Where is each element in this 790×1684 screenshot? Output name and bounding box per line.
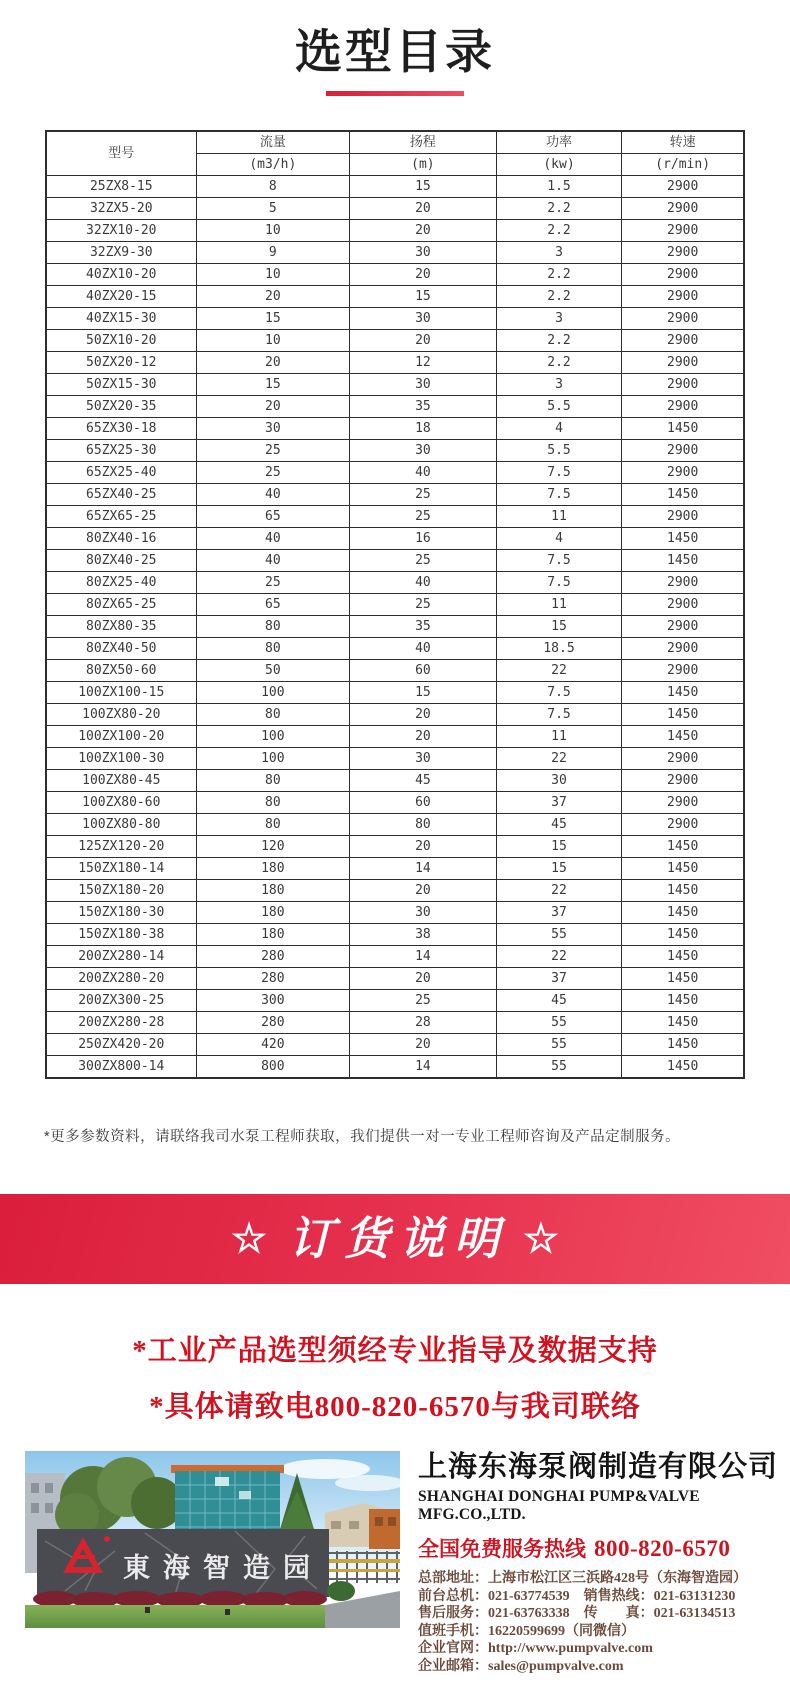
table-cell: 60 bbox=[350, 659, 497, 681]
table-cell: 180 bbox=[196, 923, 350, 945]
col-header-speed: 转速 bbox=[622, 131, 744, 154]
title-underline bbox=[326, 91, 464, 96]
table-cell: 1450 bbox=[622, 901, 744, 923]
table-cell: 2900 bbox=[622, 307, 744, 329]
table-cell: 15 bbox=[350, 175, 497, 197]
table-cell: 55 bbox=[496, 1055, 622, 1078]
table-cell: 2900 bbox=[622, 747, 744, 769]
table-cell: 1450 bbox=[622, 857, 744, 879]
table-cell: 15 bbox=[350, 285, 497, 307]
table-cell: 40 bbox=[196, 549, 350, 571]
table-cell: 2900 bbox=[622, 571, 744, 593]
table-cell: 4 bbox=[496, 527, 622, 549]
table-row bbox=[46, 615, 744, 637]
table-row bbox=[46, 813, 744, 835]
table-cell: 20 bbox=[350, 725, 497, 747]
company-photo bbox=[25, 1451, 400, 1628]
table-cell: 25 bbox=[196, 439, 350, 461]
table-cell: 100 bbox=[196, 725, 350, 747]
table-cell: 2900 bbox=[622, 615, 744, 637]
table-cell: 100 bbox=[196, 747, 350, 769]
slogan-line-2: *具体请致电800-820-6570与我司联络 bbox=[149, 1390, 641, 1423]
table-cell: 150ZX180-38 bbox=[46, 923, 196, 945]
table-row bbox=[46, 857, 744, 879]
table-cell: 1450 bbox=[622, 549, 744, 571]
table-cell: 3 bbox=[496, 373, 622, 395]
table-row bbox=[46, 703, 744, 725]
table-cell: 15 bbox=[196, 373, 350, 395]
table-body bbox=[46, 175, 744, 1078]
company-info bbox=[418, 1451, 780, 1675]
table-cell: 40ZX10-20 bbox=[46, 263, 196, 285]
table-cell: 65ZX40-25 bbox=[46, 483, 196, 505]
table-cell: 80 bbox=[196, 813, 350, 835]
star-left-icon: ☆ bbox=[231, 1216, 267, 1261]
table-cell: 100ZX100-20 bbox=[46, 725, 196, 747]
table-cell: 65ZX25-40 bbox=[46, 461, 196, 483]
selection-table bbox=[45, 130, 745, 1079]
table-cell: 2.2 bbox=[496, 351, 622, 373]
table-row bbox=[46, 329, 744, 351]
table-cell: 2.2 bbox=[496, 285, 622, 307]
table-cell: 2900 bbox=[622, 813, 744, 835]
table-cell: 25 bbox=[350, 549, 497, 571]
table-cell: 15 bbox=[496, 615, 622, 637]
table-cell: 280 bbox=[196, 945, 350, 967]
table-cell: 20 bbox=[350, 703, 497, 725]
table-cell: 2.2 bbox=[496, 219, 622, 241]
table-cell: 80 bbox=[196, 769, 350, 791]
table-cell: 2.2 bbox=[496, 329, 622, 351]
table-cell: 1450 bbox=[622, 703, 744, 725]
table-cell: 25 bbox=[350, 505, 497, 527]
table-cell: 11 bbox=[496, 593, 622, 615]
table-cell: 200ZX300-25 bbox=[46, 989, 196, 1011]
col-unit-flow: (m3/h) bbox=[196, 153, 350, 175]
table-cell: 45 bbox=[496, 813, 622, 835]
table-cell: 2900 bbox=[622, 197, 744, 219]
table-cell: 2900 bbox=[622, 285, 744, 307]
slogan-line-1: *工业产品选型须经专业指导及数据支持 bbox=[132, 1334, 658, 1367]
table-cell: 15 bbox=[350, 681, 497, 703]
table-cell: 25 bbox=[196, 571, 350, 593]
table-cell: 7.5 bbox=[496, 549, 622, 571]
table-cell: 3 bbox=[496, 307, 622, 329]
table-cell: 2900 bbox=[622, 505, 744, 527]
table-cell: 2900 bbox=[622, 373, 744, 395]
table-cell: 30 bbox=[350, 373, 497, 395]
table-cell: 2900 bbox=[622, 769, 744, 791]
contact-line-website: 企业官网：http://www.pumpvalve.com bbox=[418, 1641, 653, 1657]
table-cell: 1450 bbox=[622, 417, 744, 439]
table-cell: 45 bbox=[350, 769, 497, 791]
table-cell: 100ZX80-45 bbox=[46, 769, 196, 791]
table-cell: 2900 bbox=[622, 637, 744, 659]
table-row bbox=[46, 461, 744, 483]
table-cell: 20 bbox=[350, 879, 497, 901]
col-unit-head: (m) bbox=[350, 153, 497, 175]
table-row bbox=[46, 725, 744, 747]
table-cell: 65 bbox=[196, 593, 350, 615]
table-row bbox=[46, 439, 744, 461]
table-cell: 30 bbox=[350, 901, 497, 923]
table-row bbox=[46, 219, 744, 241]
table-cell: 5.5 bbox=[496, 395, 622, 417]
table-row bbox=[46, 571, 744, 593]
table-row bbox=[46, 769, 744, 791]
table-cell: 200ZX280-14 bbox=[46, 945, 196, 967]
table-row bbox=[46, 1011, 744, 1033]
table-cell: 80 bbox=[196, 791, 350, 813]
table-row bbox=[46, 593, 744, 615]
table-cell: 7.5 bbox=[496, 461, 622, 483]
table-row bbox=[46, 1055, 744, 1078]
col-header-power: 功率 bbox=[496, 131, 622, 154]
table-cell: 9 bbox=[196, 241, 350, 263]
table-cell: 55 bbox=[496, 923, 622, 945]
table-cell: 15 bbox=[496, 857, 622, 879]
table-cell: 2.2 bbox=[496, 197, 622, 219]
table-cell: 150ZX180-14 bbox=[46, 857, 196, 879]
table-cell: 1450 bbox=[622, 989, 744, 1011]
table-cell: 1450 bbox=[622, 1011, 744, 1033]
table-cell: 100ZX80-20 bbox=[46, 703, 196, 725]
table-cell: 1.5 bbox=[496, 175, 622, 197]
table-row bbox=[46, 747, 744, 769]
table-cell: 3 bbox=[496, 241, 622, 263]
table-cell: 200ZX280-28 bbox=[46, 1011, 196, 1033]
col-header-flow: 流量 bbox=[196, 131, 350, 154]
service-hotline bbox=[418, 1533, 780, 1563]
table-cell: 25 bbox=[350, 989, 497, 1011]
table-cell: 5.5 bbox=[496, 439, 622, 461]
table-row bbox=[46, 285, 744, 307]
table-cell: 14 bbox=[350, 945, 497, 967]
table-cell: 38 bbox=[350, 923, 497, 945]
table-cell: 50ZX10-20 bbox=[46, 329, 196, 351]
table-cell: 40ZX20-15 bbox=[46, 285, 196, 307]
table-cell: 1450 bbox=[622, 725, 744, 747]
table-cell: 1450 bbox=[622, 1033, 744, 1055]
table-cell: 40 bbox=[196, 527, 350, 549]
table-cell: 8 bbox=[196, 175, 350, 197]
table-cell: 20 bbox=[350, 1033, 497, 1055]
table-cell: 2900 bbox=[622, 461, 744, 483]
table-cell: 2900 bbox=[622, 329, 744, 351]
table-cell: 1450 bbox=[622, 527, 744, 549]
company-name-en: SHANGHAI DONGHAI PUMP&VALVE MFG.CO.,LTD. bbox=[418, 1488, 700, 1524]
table-cell: 65ZX25-30 bbox=[46, 439, 196, 461]
table-cell: 11 bbox=[496, 725, 622, 747]
table-row bbox=[46, 637, 744, 659]
table-cell: 1450 bbox=[622, 967, 744, 989]
table-cell: 80 bbox=[196, 615, 350, 637]
table-row bbox=[46, 791, 744, 813]
table-cell: 30 bbox=[350, 307, 497, 329]
table-cell: 100ZX80-60 bbox=[46, 791, 196, 813]
table-cell: 10 bbox=[196, 263, 350, 285]
table-cell: 14 bbox=[350, 857, 497, 879]
table-row bbox=[46, 1033, 744, 1055]
table-cell: 125ZX120-20 bbox=[46, 835, 196, 857]
table-cell: 40ZX15-30 bbox=[46, 307, 196, 329]
table-cell: 15 bbox=[196, 307, 350, 329]
table-row bbox=[46, 549, 744, 571]
table-row bbox=[46, 527, 744, 549]
table-cell: 32ZX5-20 bbox=[46, 197, 196, 219]
table-cell: 20 bbox=[350, 835, 497, 857]
table-row bbox=[46, 659, 744, 681]
table-cell: 22 bbox=[496, 879, 622, 901]
table-cell: 250ZX420-20 bbox=[46, 1033, 196, 1055]
table-row bbox=[46, 879, 744, 901]
table-cell: 2900 bbox=[622, 439, 744, 461]
table-cell: 2900 bbox=[622, 175, 744, 197]
table-cell: 15 bbox=[496, 835, 622, 857]
table-cell: 180 bbox=[196, 879, 350, 901]
table-cell: 50ZX15-30 bbox=[46, 373, 196, 395]
table-cell: 200ZX280-20 bbox=[46, 967, 196, 989]
table-cell: 40 bbox=[350, 461, 497, 483]
table-cell: 37 bbox=[496, 901, 622, 923]
table-cell: 25 bbox=[196, 461, 350, 483]
table-cell: 20 bbox=[196, 351, 350, 373]
table-cell: 1450 bbox=[622, 835, 744, 857]
table-cell: 20 bbox=[350, 219, 497, 241]
table-cell: 1450 bbox=[622, 879, 744, 901]
table-cell: 150ZX180-20 bbox=[46, 879, 196, 901]
table-cell: 40 bbox=[196, 483, 350, 505]
table-cell: 50 bbox=[196, 659, 350, 681]
table-cell: 80ZX40-50 bbox=[46, 637, 196, 659]
table-row bbox=[46, 967, 744, 989]
table-cell: 2.2 bbox=[496, 263, 622, 285]
table-cell: 55 bbox=[496, 1011, 622, 1033]
table-cell: 180 bbox=[196, 857, 350, 879]
table-cell: 37 bbox=[496, 791, 622, 813]
table-cell: 100ZX100-30 bbox=[46, 747, 196, 769]
col-unit-speed: (r/min) bbox=[622, 153, 744, 175]
table-header-row bbox=[46, 131, 744, 154]
table-cell: 20 bbox=[196, 395, 350, 417]
table-cell: 14 bbox=[350, 1055, 497, 1078]
table-cell: 800 bbox=[196, 1055, 350, 1078]
table-cell: 45 bbox=[496, 989, 622, 1011]
table-cell: 280 bbox=[196, 1011, 350, 1033]
table-cell: 1450 bbox=[622, 483, 744, 505]
table-cell: 2900 bbox=[622, 593, 744, 615]
table-cell: 7.5 bbox=[496, 571, 622, 593]
table-cell: 180 bbox=[196, 901, 350, 923]
table-cell: 30 bbox=[350, 241, 497, 263]
table-cell: 7.5 bbox=[496, 483, 622, 505]
table-cell: 55 bbox=[496, 1033, 622, 1055]
table-cell: 25 bbox=[350, 593, 497, 615]
table-row bbox=[46, 307, 744, 329]
table-cell: 30 bbox=[350, 747, 497, 769]
table-row bbox=[46, 835, 744, 857]
table-cell: 65ZX65-25 bbox=[46, 505, 196, 527]
table-cell: 2900 bbox=[622, 791, 744, 813]
table-cell: 18.5 bbox=[496, 637, 622, 659]
table-row bbox=[46, 395, 744, 417]
table-row bbox=[46, 945, 744, 967]
table-cell: 80 bbox=[350, 813, 497, 835]
table-cell: 12 bbox=[350, 351, 497, 373]
table-cell: 18 bbox=[350, 417, 497, 439]
contact-line-mobile: 值班手机：16220599699（同微信） bbox=[418, 1623, 635, 1639]
table-cell: 1450 bbox=[622, 1055, 744, 1078]
table-cell: 35 bbox=[350, 615, 497, 637]
table-cell: 40 bbox=[350, 571, 497, 593]
table-cell: 10 bbox=[196, 219, 350, 241]
table-cell: 80ZX80-35 bbox=[46, 615, 196, 637]
table-row bbox=[46, 483, 744, 505]
table-cell: 65 bbox=[196, 505, 350, 527]
table-cell: 16 bbox=[350, 527, 497, 549]
table-cell: 1450 bbox=[622, 945, 744, 967]
table-cell: 50ZX20-35 bbox=[46, 395, 196, 417]
table-row bbox=[46, 241, 744, 263]
table-cell: 65ZX30-18 bbox=[46, 417, 196, 439]
table-cell: 32ZX10-20 bbox=[46, 219, 196, 241]
table-cell: 80ZX65-25 bbox=[46, 593, 196, 615]
contact-line-front-desk: 前台总机：021-63774539 销售热线：021-63131230 bbox=[418, 1588, 736, 1604]
table-cell: 1450 bbox=[622, 923, 744, 945]
company-name-cn: 上海东海泵阀制造有限公司 bbox=[418, 1450, 779, 1483]
table-cell: 37 bbox=[496, 967, 622, 989]
contact-block bbox=[418, 1570, 780, 1675]
col-header-head: 扬程 bbox=[350, 131, 497, 154]
table-cell: 22 bbox=[496, 659, 622, 681]
photo-sign-text: 東海智造园 bbox=[123, 1552, 323, 1583]
footer-section bbox=[25, 1451, 780, 1675]
table-cell: 420 bbox=[196, 1033, 350, 1055]
table-cell: 80 bbox=[196, 703, 350, 725]
contact-line-after-sales: 售后服务：021-63763338 传 真：021-63134513 bbox=[418, 1606, 736, 1622]
table-cell: 2900 bbox=[622, 241, 744, 263]
table-cell: 30 bbox=[496, 769, 622, 791]
table-cell: 80ZX25-40 bbox=[46, 571, 196, 593]
table-cell: 150ZX180-30 bbox=[46, 901, 196, 923]
star-right-icon: ☆ bbox=[523, 1216, 559, 1261]
table-cell: 7.5 bbox=[496, 681, 622, 703]
table-cell: 25ZX8-15 bbox=[46, 175, 196, 197]
table-cell: 4 bbox=[496, 417, 622, 439]
company-photo-illustration bbox=[25, 1451, 400, 1628]
col-header-model: 型号 bbox=[46, 131, 196, 176]
table-cell: 20 bbox=[350, 329, 497, 351]
table-cell: 280 bbox=[196, 967, 350, 989]
table-footnote: *更多参数资料，请联络我司水泵工程师获取，我们提供一对一专业工程师咨询及产品定制服务。 bbox=[44, 1128, 681, 1145]
table-row bbox=[46, 351, 744, 373]
table-cell: 30 bbox=[350, 439, 497, 461]
contact-line-email: 企业邮箱：sales@pumpvalve.com bbox=[418, 1658, 624, 1674]
table-cell: 40 bbox=[350, 637, 497, 659]
table-cell: 2900 bbox=[622, 219, 744, 241]
table-cell: 80ZX40-25 bbox=[46, 549, 196, 571]
table-cell: 120 bbox=[196, 835, 350, 857]
table-cell: 20 bbox=[350, 967, 497, 989]
table-cell: 80ZX50-60 bbox=[46, 659, 196, 681]
table-row bbox=[46, 989, 744, 1011]
table-cell: 11 bbox=[496, 505, 622, 527]
table-cell: 300 bbox=[196, 989, 350, 1011]
table-cell: 2900 bbox=[622, 659, 744, 681]
contact-line-address: 总部地址：上海市松江区三浜路428号（东海智造园） bbox=[418, 1571, 747, 1587]
table-cell: 80ZX40-16 bbox=[46, 527, 196, 549]
table-cell: 35 bbox=[350, 395, 497, 417]
table-cell: 20 bbox=[350, 263, 497, 285]
col-unit-power: (kw) bbox=[496, 153, 622, 175]
order-banner bbox=[0, 1194, 790, 1284]
table-cell: 100ZX100-15 bbox=[46, 681, 196, 703]
table-row bbox=[46, 263, 744, 285]
table-row bbox=[46, 373, 744, 395]
table-cell: 10 bbox=[196, 329, 350, 351]
table-row bbox=[46, 901, 744, 923]
table-cell: 7.5 bbox=[496, 703, 622, 725]
hotline-label: 全国免费服务热线 bbox=[418, 1537, 586, 1562]
table-cell: 50ZX20-12 bbox=[46, 351, 196, 373]
table-cell: 100 bbox=[196, 681, 350, 703]
table-row bbox=[46, 681, 744, 703]
table-cell: 32ZX9-30 bbox=[46, 241, 196, 263]
table-cell: 2900 bbox=[622, 395, 744, 417]
table-cell: 60 bbox=[350, 791, 497, 813]
table-cell: 2900 bbox=[622, 351, 744, 373]
page-title: 选型目录 bbox=[295, 25, 495, 78]
table-cell: 22 bbox=[496, 747, 622, 769]
table-row bbox=[46, 417, 744, 439]
table-cell: 100ZX80-80 bbox=[46, 813, 196, 835]
table-row bbox=[46, 197, 744, 219]
hotline-number: 800-820-6570 bbox=[594, 1536, 731, 1562]
table-row bbox=[46, 505, 744, 527]
table-cell: 28 bbox=[350, 1011, 497, 1033]
table-cell: 20 bbox=[350, 197, 497, 219]
table-cell: 20 bbox=[196, 285, 350, 307]
table-cell: 1450 bbox=[622, 681, 744, 703]
table-cell: 25 bbox=[350, 483, 497, 505]
title-section bbox=[0, 0, 790, 96]
table-cell: 2900 bbox=[622, 263, 744, 285]
order-banner-title: 订货说明 bbox=[288, 1213, 509, 1265]
table-row bbox=[46, 923, 744, 945]
table-cell: 5 bbox=[196, 197, 350, 219]
table-cell: 22 bbox=[496, 945, 622, 967]
table-cell: 300ZX800-14 bbox=[46, 1055, 196, 1078]
table-cell: 80 bbox=[196, 637, 350, 659]
table-cell: 30 bbox=[196, 417, 350, 439]
table-row bbox=[46, 175, 744, 197]
